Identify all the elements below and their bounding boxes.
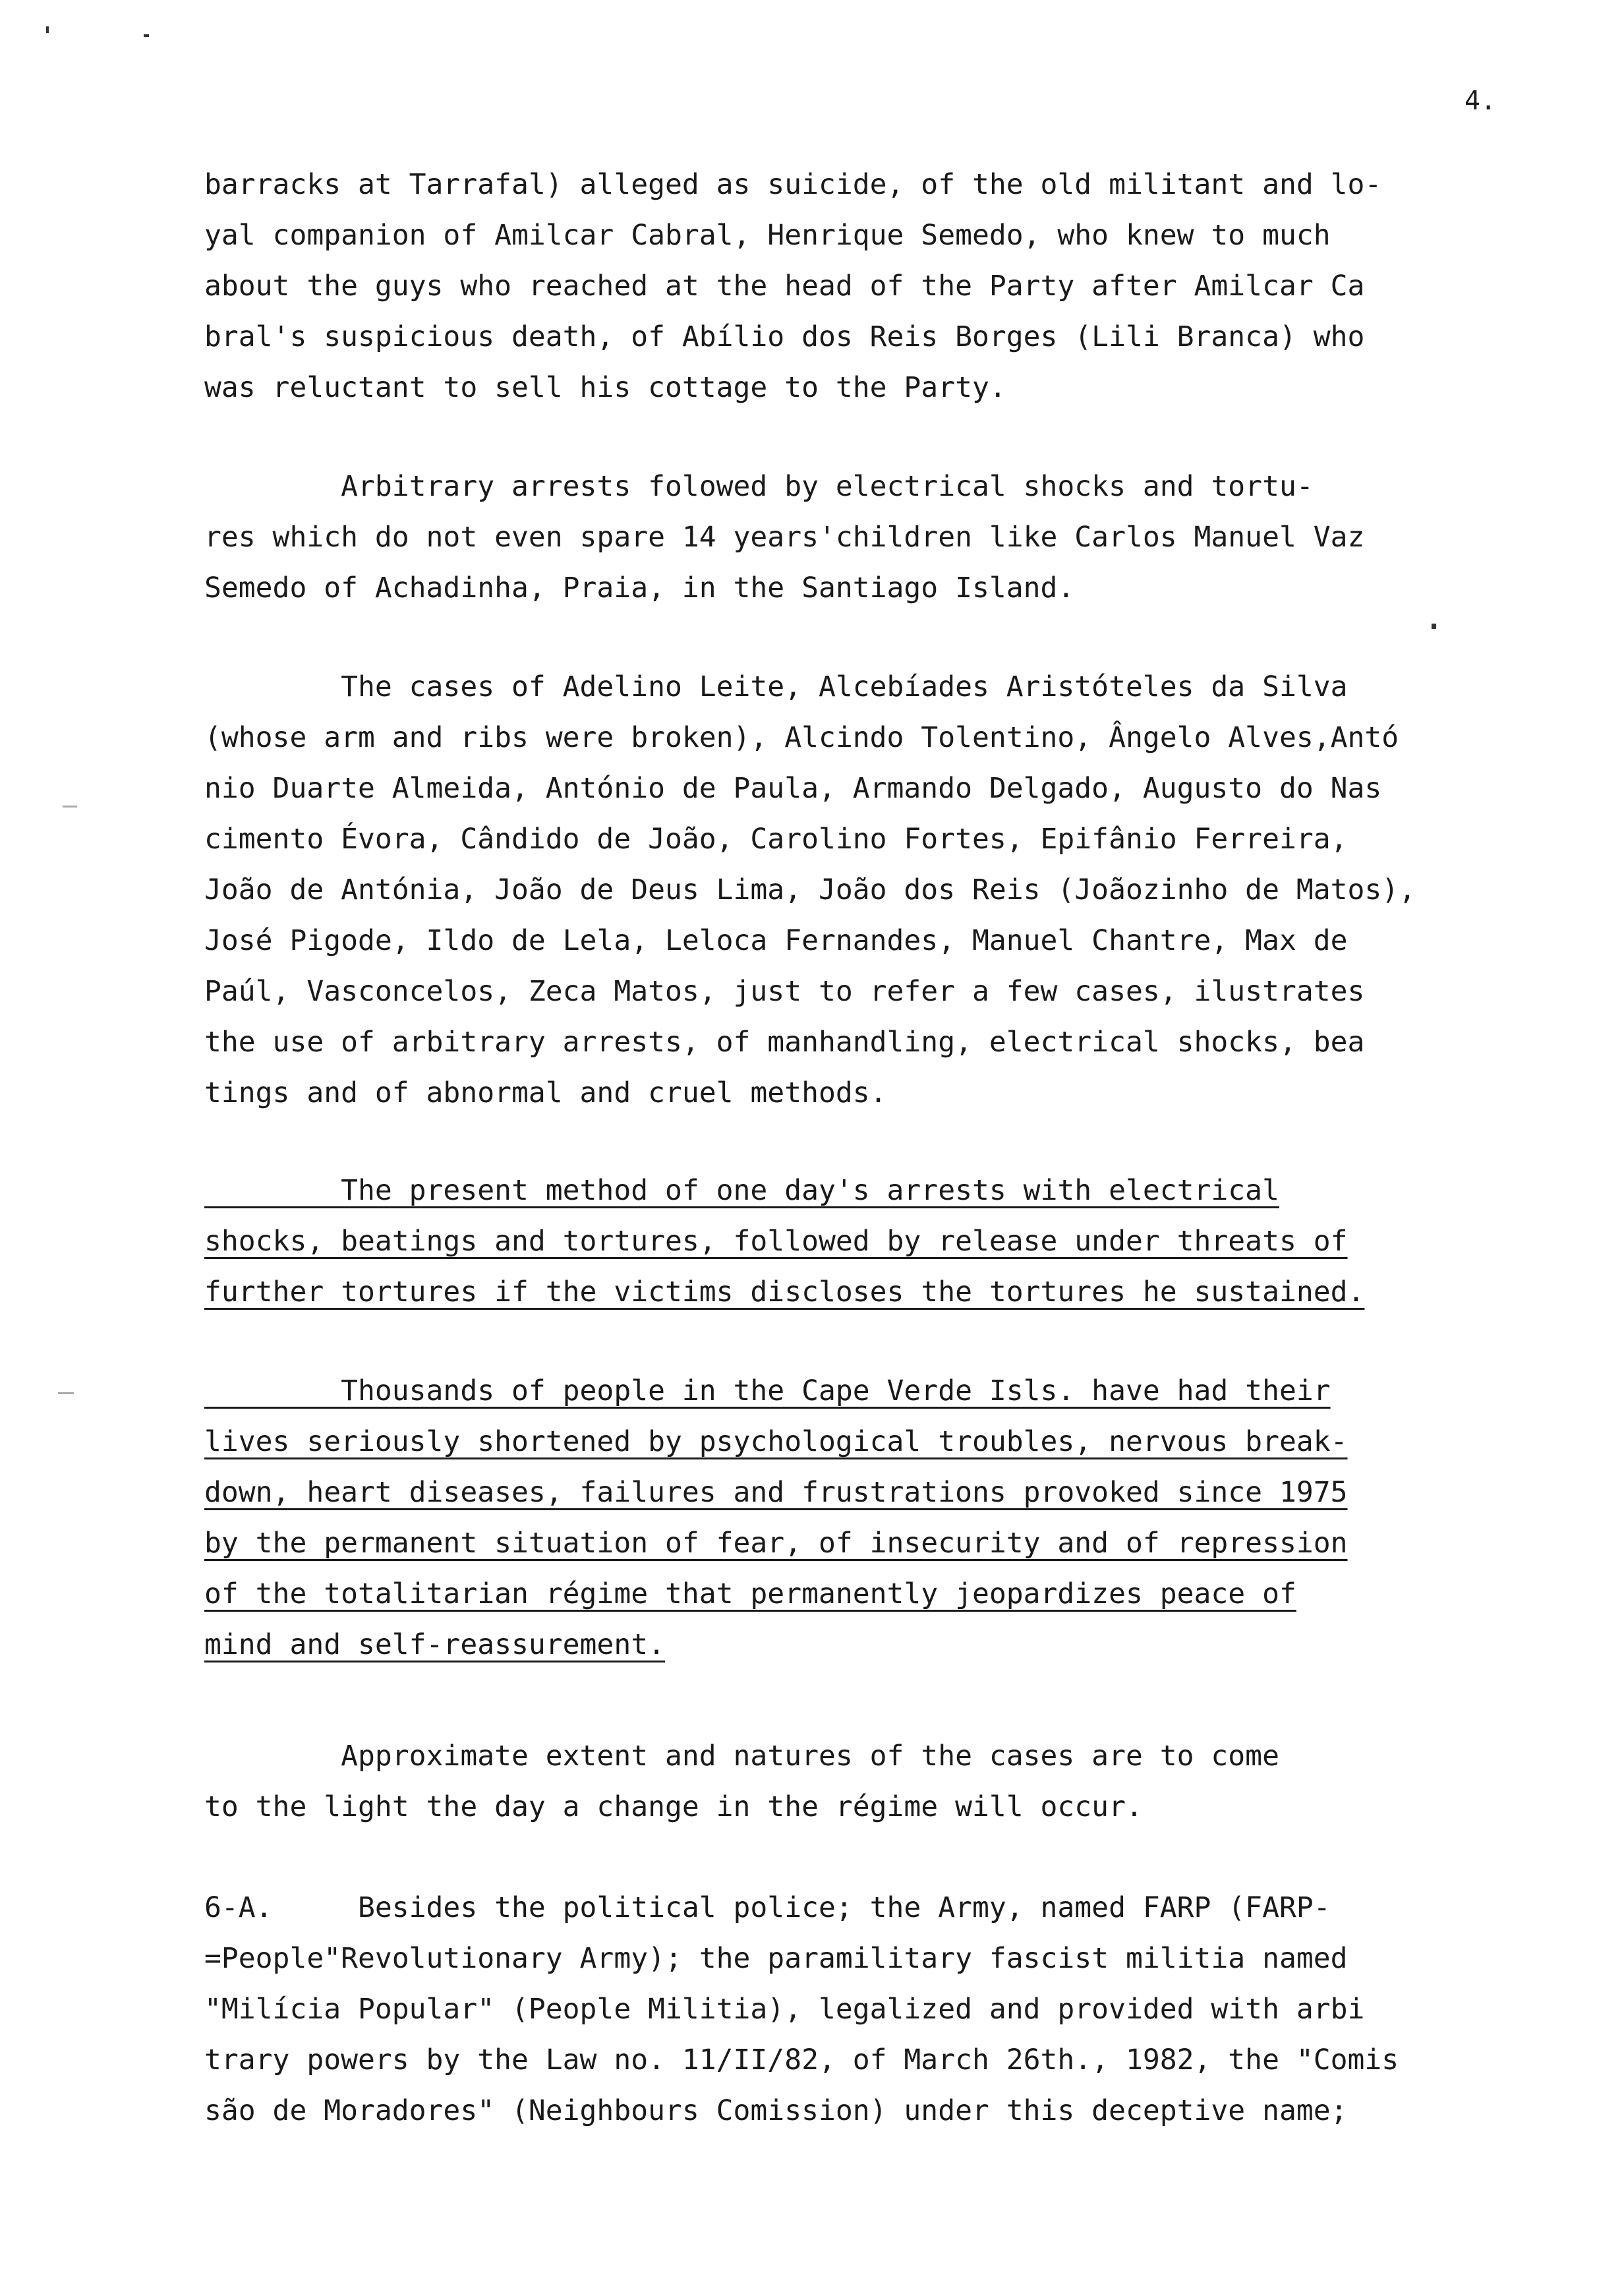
text-line: The cases of Adelino Leite, Alcebíades Aristóteles da Silva xyxy=(204,670,1348,703)
text-line: yal companion of Amilcar Cabral, Henrique Semedo, who knew to much xyxy=(204,219,1331,252)
paragraph-4-underlined xyxy=(204,1165,1582,1318)
scan-speck xyxy=(1432,624,1436,629)
text-line: lives seriously shortened by psychological troubles, nervous break- xyxy=(204,1425,1348,1458)
text-line: "Milícia Popular" (People Militia), legalized and provided with arbi xyxy=(204,1993,1365,2026)
text-line: 6-A. Besides the political police; the Army, named FARP (FARP- xyxy=(204,1891,1331,1924)
text-line: Paúl, Vasconcelos, Zeca Matos, just to refer a few cases, ilustrates xyxy=(204,975,1365,1008)
text-line: Semedo of Achadinha, Praia, in the Santiago Island. xyxy=(204,572,1075,604)
text-line: são de Moradores" (Neighbours Comission) under this deceptive name; xyxy=(204,2094,1348,2127)
text-line: (whose arm and ribs were broken), Alcindo Tolentino, Ângelo Alves,Antó xyxy=(204,721,1399,754)
text-line: cimento Évora, Cândido de João, Carolino Fortes, Epifânio Ferreira, xyxy=(204,823,1348,856)
text-line: by the permanent situation of fear, of insecurity and of repression xyxy=(204,1527,1348,1560)
paragraph-3 xyxy=(204,662,1582,1119)
text-line: of the totalitarian régime that permanently jeopardizes peace of xyxy=(204,1577,1296,1610)
text-line: mind and self-reassurement. xyxy=(204,1628,665,1661)
scan-speck xyxy=(63,806,77,808)
text-line: down, heart diseases, failures and frustrations provoked since 1975 xyxy=(204,1476,1348,1509)
text-line: bral's suspicious death, of Abílio dos Reis Borges (Lili Branca) who xyxy=(204,320,1365,353)
text-line: to the light the day a change in the régime will occur. xyxy=(204,1790,1143,1823)
text-line: barracks at Tarrafal) alleged as suicide, of the old militant and lo- xyxy=(204,168,1382,201)
text-line: about the guys who reached at the head of the Party after Amilcar Ca xyxy=(204,270,1365,303)
paragraph-2 xyxy=(204,461,1582,614)
text-line: The present method of one day's arrests with electrical xyxy=(204,1174,1279,1207)
scan-speck xyxy=(46,26,49,33)
scan-speck xyxy=(144,34,149,37)
paragraph-6 xyxy=(204,1731,1582,1833)
text-line: =People"Revolutionary Army); the paramilitary fascist militia named xyxy=(204,1942,1348,1975)
text-line: Arbitrary arrests folowed by electrical shocks and tortu- xyxy=(204,470,1314,503)
text-line: nio Duarte Almeida, António de Paula, Armando Delgado, Augusto do Nas xyxy=(204,772,1382,805)
paragraph-7 xyxy=(204,1883,1582,2136)
scan-speck xyxy=(58,1392,74,1394)
text-line: further tortures if the victims discloses the tortures he sustained. xyxy=(204,1276,1365,1309)
paragraph-1 xyxy=(204,160,1582,413)
paragraph-5-underlined xyxy=(204,1366,1582,1670)
text-line: trary powers by the Law no. 11/II/82, of March 26th., 1982, the "Comis xyxy=(204,2044,1399,2076)
text-line: res which do not even spare 14 years'children like Carlos Manuel Vaz xyxy=(204,521,1365,554)
text-line: Approximate extent and natures of the cases are to come xyxy=(204,1740,1279,1773)
text-line: the use of arbitrary arrests, of manhandling, electrical shocks, bea xyxy=(204,1026,1365,1059)
text-line: tings and of abnormal and cruel methods. xyxy=(204,1076,887,1109)
text-line: João de Antónia, João de Deus Lima, João dos Reis (Joãozinho de Matos), xyxy=(204,873,1416,906)
text-line: shocks, beatings and tortures, followed by release under threats of xyxy=(204,1225,1348,1258)
text-line: Thousands of people in the Cape Verde Isls. have had their xyxy=(204,1374,1331,1407)
text-line: José Pigode, Ildo de Lela, Leloca Fernandes, Manuel Chantre, Max de xyxy=(204,924,1348,957)
text-line: was reluctant to sell his cottage to the Party. xyxy=(204,371,1006,404)
page-number: 4. xyxy=(1464,86,1497,116)
